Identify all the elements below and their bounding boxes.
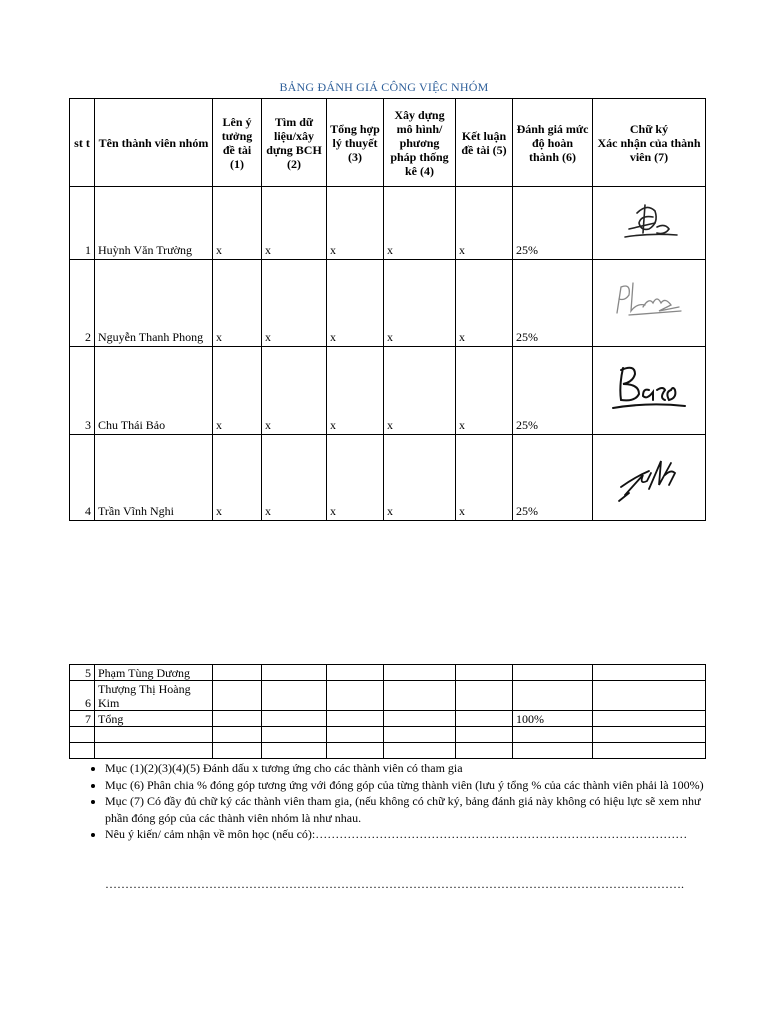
table-row	[70, 435, 706, 521]
signature-phong	[599, 273, 699, 333]
signature-cell	[593, 187, 706, 260]
row-c1: x	[213, 187, 262, 260]
header-c4: Xây dựng mô hình/ phương pháp thống kê (4)	[384, 99, 456, 187]
row-pct: 25%	[513, 347, 593, 435]
row-c3: x	[327, 347, 384, 435]
row-stt: 1	[70, 187, 95, 260]
row-name: Thượng Thị Hoàng Kim	[95, 681, 213, 711]
row-name: Nguyễn Thanh Phong	[95, 260, 213, 347]
header-c7-line1: Chữ ký	[629, 121, 669, 136]
row-c1: x	[213, 347, 262, 435]
notes-list	[85, 760, 705, 843]
signature-bao	[599, 356, 699, 426]
evaluation-table	[69, 98, 706, 521]
document-title: BẢNG ĐÁNH GIÁ CÔNG VIỆC NHÓM	[279, 80, 489, 94]
table-row	[70, 187, 706, 260]
header-c7	[593, 99, 706, 187]
row-c4: x	[384, 435, 456, 521]
header-c6: Đánh giá mức độ hoàn thành (6)	[513, 99, 593, 187]
row-c2: x	[262, 260, 327, 347]
table-row	[70, 743, 706, 759]
header-c5: Kết luận đề tài (5)	[456, 99, 513, 187]
row-c2: x	[262, 347, 327, 435]
row-c2: x	[262, 187, 327, 260]
row-c3: x	[327, 187, 384, 260]
row-c3: x	[327, 260, 384, 347]
header-stt: st t	[70, 99, 95, 187]
extra-members-table	[69, 664, 706, 759]
row-c5: x	[456, 187, 513, 260]
row-stt: 7	[70, 711, 95, 727]
header-c1: Lên ý tưởng đề tài (1)	[213, 99, 262, 187]
note-item: • Mục (7) Có đầy đủ chữ ký các thành viên tham gia, (nếu không có chữ ký, bảng đánh giá này không có hiệu lực sẽ xem như phần đóng góp của các thành viên nhóm là như nhau.	[105, 793, 705, 826]
note-item: • Mục (1)(2)(3)(4)(5) Đánh dấu x tương ứng cho các thành viên có tham gia	[105, 760, 705, 777]
row-name: Chu Thái Bảo	[95, 347, 213, 435]
row-pct: 25%	[513, 187, 593, 260]
note-item: • Nêu ý kiến/ cảm nhận về môn học (nếu có):…………………………………………………………………………………	[105, 826, 705, 843]
row-pct: 100%	[513, 711, 593, 727]
row-c1: x	[213, 260, 262, 347]
header-c3: Tổng hợp lý thuyết (3)	[327, 99, 384, 187]
row-name: Huỳnh Văn Trường	[95, 187, 213, 260]
table-row	[70, 727, 706, 743]
row-name: Trần Vĩnh Nghi	[95, 435, 213, 521]
row-pct	[513, 681, 593, 711]
table-row	[70, 260, 706, 347]
header-name: Tên thành viên nhóm	[95, 99, 213, 187]
comment-dotted-line: ……………………………………………………………………………………………………………………………….	[105, 877, 684, 891]
table-row	[70, 665, 706, 681]
row-stt: 2	[70, 260, 95, 347]
signature-cell	[593, 347, 706, 435]
row-name: Phạm Tùng Dương	[95, 665, 213, 681]
header-row	[70, 99, 706, 187]
table-row	[70, 681, 706, 711]
table-row	[70, 347, 706, 435]
header-c7-line2: Xác nhận của thành viên (7)	[597, 135, 701, 164]
row-stt: 5	[70, 665, 95, 681]
row-c3: x	[327, 435, 384, 521]
header-c2: Tìm dữ liệu/xây dựng BCH (2)	[262, 99, 327, 187]
signature-truong	[599, 193, 699, 253]
signature-cell	[593, 260, 706, 347]
row-c5: x	[456, 347, 513, 435]
signature-nghi	[599, 445, 699, 511]
row-stt: 6	[70, 681, 95, 711]
row-c2: x	[262, 435, 327, 521]
row-stt: 3	[70, 347, 95, 435]
row-c5: x	[456, 435, 513, 521]
note-item: • Mục (6) Phân chia % đóng góp tương ứng với đóng góp của từng thành viên (lưu ý tổng % của các thành viên phải là 100%)	[105, 777, 705, 794]
notes-section	[85, 760, 705, 843]
row-name: Tổng	[95, 711, 213, 727]
row-c4: x	[384, 187, 456, 260]
row-pct	[513, 665, 593, 681]
row-c4: x	[384, 347, 456, 435]
signature-cell	[593, 435, 706, 521]
row-pct: 25%	[513, 260, 593, 347]
row-c1: x	[213, 435, 262, 521]
row-c5: x	[456, 260, 513, 347]
row-c4: x	[384, 260, 456, 347]
row-stt: 4	[70, 435, 95, 521]
row-pct: 25%	[513, 435, 593, 521]
table-row	[70, 711, 706, 727]
